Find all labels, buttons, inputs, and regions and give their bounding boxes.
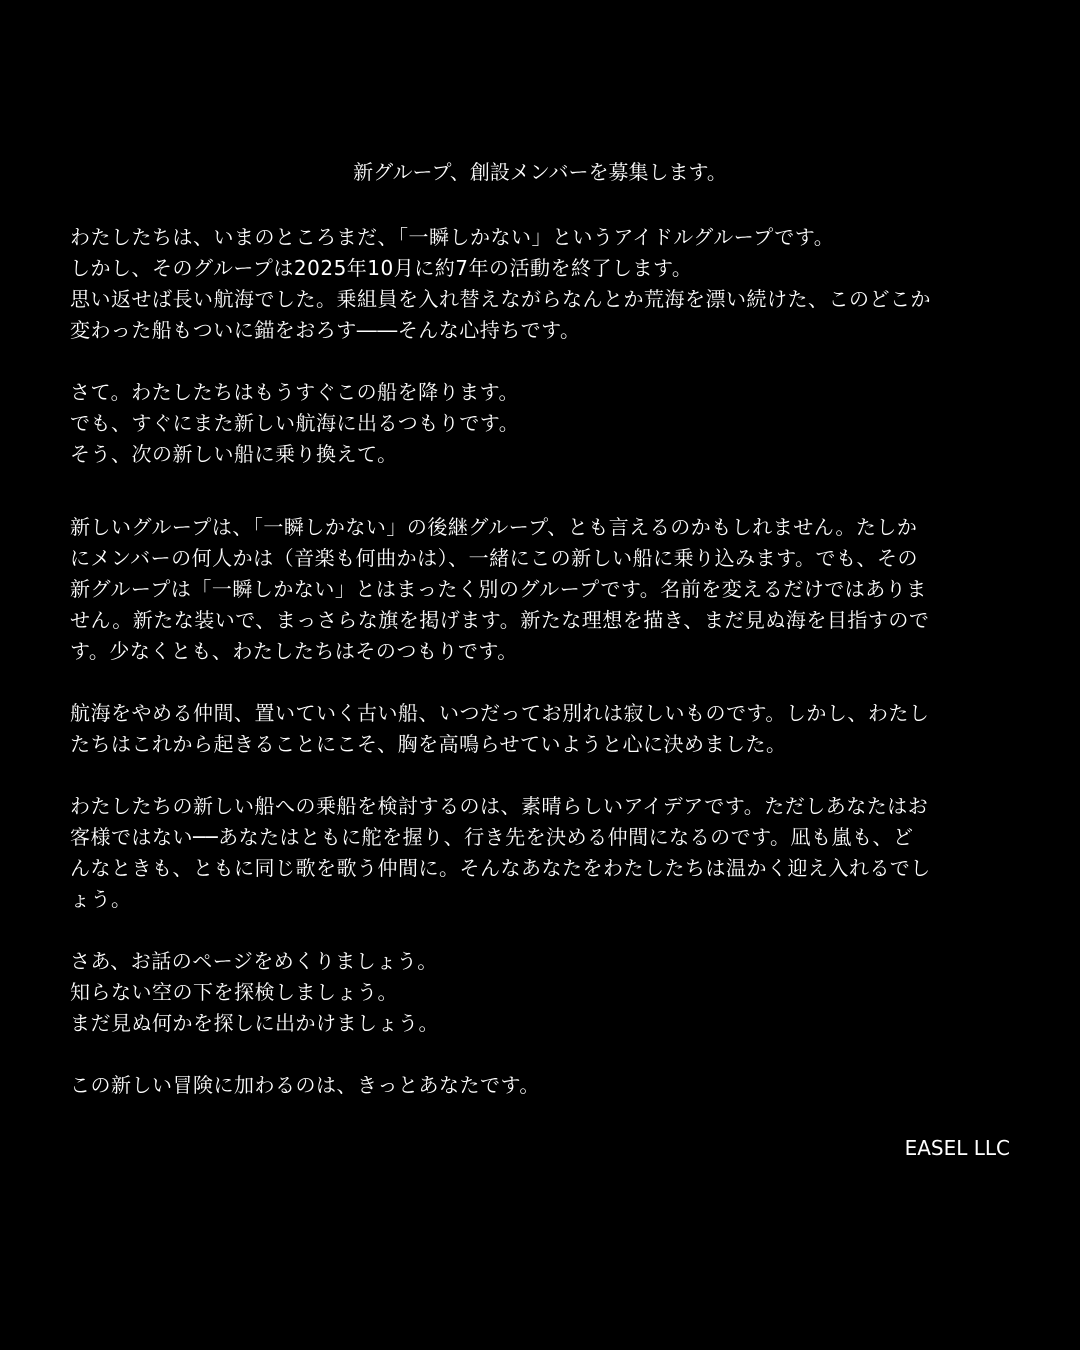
paragraph-line: そう、次の新しい船に乗り換えて。 (70, 442, 398, 466)
section-spacer (70, 470, 1010, 512)
paragraph-line: 変わった船もついに錨をおろす――そんな心持ちです。 (70, 318, 581, 342)
paragraph-1 (70, 222, 1010, 346)
paragraph-line: さあ、お話のページをめくりましょう。 (70, 949, 438, 973)
paragraph-6 (70, 946, 1010, 1039)
paragraph-line: 新しいグループは、「一瞬しかない」の後継グループ、とも言えるのかもしれません。たしか (70, 515, 918, 539)
paragraph-line: わたしたちは、いまのところまだ、「一瞬しかない」というアイドルグループです。 (70, 225, 835, 249)
paragraph-line: せん。新たな装いで、まっさらな旗を掲げます。新たな理想を描き、まだ見ぬ海を目指すので (70, 608, 930, 632)
paragraph-5 (70, 791, 1010, 915)
paragraph-line: にメンバーの何人かは（音楽も何曲かは）、一緒にこの新しい船に乗り込みます。でも、その (70, 546, 918, 570)
paragraph-line: しかし、そのグループは2025年10月に約7年の活動を終了します。 (70, 256, 693, 280)
paragraph-line: 客様ではない──あなたはともに舵を握り、行き先を決める仲間になるのです。凪も嵐も、ど (70, 825, 914, 849)
paragraph-line: 航海をやめる仲間、置いていく古い船、いつだってお別れは寂しいものです。しかし、わたし (70, 701, 930, 725)
paragraph-line: 新グループは「一瞬しかない」とはまったく別のグループです。名前を変えるだけではありま (70, 577, 927, 601)
company-signature: EASEL LLC (904, 1136, 1010, 1160)
paragraph-line: 知らない空の下を探検しましょう。 (70, 980, 398, 1004)
paragraph-2 (70, 377, 1010, 470)
paragraph-7 (70, 1070, 1010, 1101)
paragraph-line: さて。わたしたちはもうすぐこの船を降ります。 (70, 380, 519, 404)
paragraph-line: ょう。 (70, 887, 132, 911)
announcement-document (70, 156, 1010, 1164)
document-title: 新グループ、創設メンバーを募集します。 (353, 160, 727, 184)
paragraph-line: わたしたちの新しい船への乗船を検討するのは、素晴らしいアイデアです。ただしあなたはお (70, 794, 929, 818)
paragraph-line: でも、すぐにまた新しい航海に出るつもりです。 (70, 411, 520, 435)
paragraph-3 (70, 512, 1010, 667)
paragraph-line: す。少なくとも、わたしたちはそのつもりです。 (70, 639, 518, 663)
paragraph-line: たちはこれから起きることにこそ、胸を高鳴らせていようと心に決めました。 (70, 732, 787, 756)
paragraph-line: まだ見ぬ何かを探しに出かけましょう。 (70, 1011, 439, 1035)
paragraph-line: 思い返せば長い航海でした。乗組員を入れ替えながらなんとか荒海を漂い続けた、このどこか (70, 287, 931, 311)
paragraph-4 (70, 698, 1010, 760)
paragraph-line: この新しい冒険に加わるのは、きっとあなたです。 (70, 1073, 540, 1097)
paragraph-line: んなときも、ともに同じ歌を歌う仲間に。そんなあなたをわたしたちは温かく迎え入れるでし (70, 856, 931, 880)
